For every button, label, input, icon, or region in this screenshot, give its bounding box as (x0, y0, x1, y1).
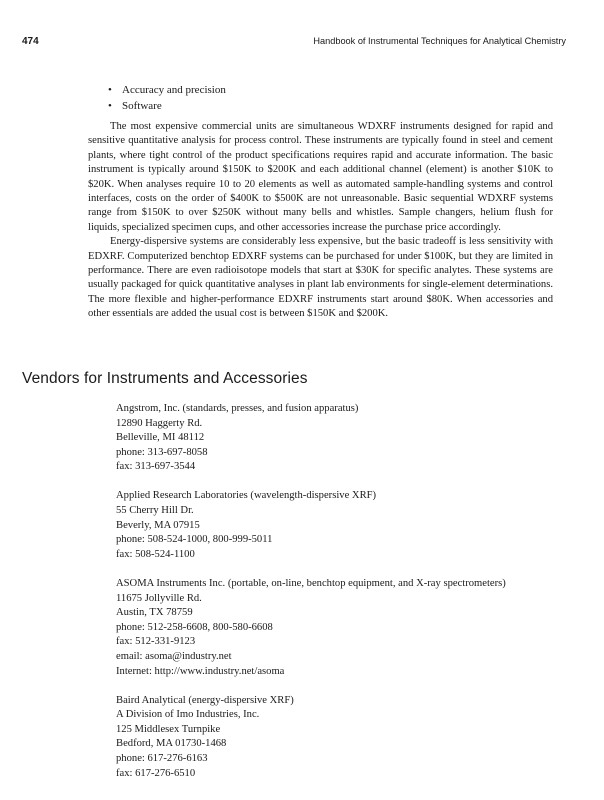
vendor-name: ASOMA Instruments Inc. (portable, on-line, benchtop equipment, and X-ray spectrometers) (116, 577, 506, 589)
vendor-line: Austin, TX 78759 (116, 607, 193, 619)
paragraph: Energy-dispersive systems are considerably less expensive, but the basic tradeoff is less sensitivity with EDXRF. Computerized benchtop EDXRF systems can be purchased for under $100K, but they are limited in performance. There are even radioisotope models that start at $30K for specific analytes. These systems are usually packaged for quick quantitative analyses in plant lab environments for single-element determinations. The more flexible and higher-performance EDXRF instruments start around $80K. When accessories and other essentials are added the usual cost is between $150K and $200K. (88, 236, 553, 320)
vendor-line: phone: 512-258-6608, 800-580-6608 (116, 621, 273, 633)
vendor-entry (116, 577, 566, 679)
vendor-line: fax: 508-524-1100 (116, 548, 195, 560)
vendor-line: A Division of Imo Industries, Inc. (116, 709, 260, 721)
vendor-entry (116, 402, 566, 475)
vendor-line: phone: 508-524-1000, 800-999-5011 (116, 534, 273, 546)
bullet-item: • Software (108, 98, 226, 114)
running-head: Handbook of Instrumental Techniques for Analytical Chemistry (313, 36, 566, 46)
vendor-line: 55 Cherry Hill Dr. (116, 505, 194, 517)
bullet-list (108, 82, 226, 114)
vendor-line: 12890 Haggerty Rd. (116, 417, 203, 429)
vendor-name: Applied Research Laboratories (wavelength-dispersive XRF) (116, 490, 377, 502)
vendor-line: phone: 313-697-8058 (116, 446, 208, 458)
body-text (88, 120, 553, 322)
vendor-line: Belleville, MI 48112 (116, 432, 205, 444)
vendor-line: phone: 617-276-6163 (116, 752, 208, 764)
page-header (22, 36, 566, 52)
page-number: 474 (22, 36, 39, 47)
vendor-line: 125 Middlesex Turnpike (116, 723, 221, 735)
vendor-line: Bedford, MA 01730-1468 (116, 738, 227, 750)
vendor-name: Angstrom, Inc. (standards, presses, and fusion apparatus) (116, 403, 359, 414)
vendor-entry (116, 694, 566, 782)
vendor-list (116, 402, 566, 796)
vendor-name: Baird Analytical (energy-dispersive XRF) (116, 694, 294, 706)
vendor-line: Beverly, MA 07915 (116, 519, 200, 531)
section-heading: Vendors for Instruments and Accessories (22, 370, 308, 387)
bullet-item: • Accuracy and precision (108, 82, 226, 98)
vendor-line: fax: 617-276-6510 (116, 767, 196, 779)
paragraph: The most expensive commercial units are simultaneous WDXRF instruments designed for rapid and sensitive quantitative analysis for process control. These instruments are typically found in steel and cement plants, where tight control of the product specifications requires rapid and accurate information. The basic instrument is typically around $150K to $200K and each additional channel (element) is another $10K to $20K. When analyses require 10 to 20 elements as well as automated sample-handling systems and control interfaces, costs on the order of $400K to $500K are not unreasonable. Basic sequential WDXRF systems range from $150K to over $250K without many bells and whistles. Sample changers, helium flush for liquids, specialized specimen cups, and other accessories increase the purchase price accordingly. (88, 121, 553, 233)
vendor-line: Internet: http://www.industry.net/asoma (116, 665, 285, 677)
vendor-line: fax: 313-697-3544 (116, 461, 196, 473)
vendor-entry (116, 489, 566, 562)
vendor-line: 11675 Jollyville Rd. (116, 592, 202, 604)
vendor-line: fax: 512-331-9123 (116, 636, 196, 648)
vendor-line: email: asoma@industry.net (116, 650, 232, 662)
